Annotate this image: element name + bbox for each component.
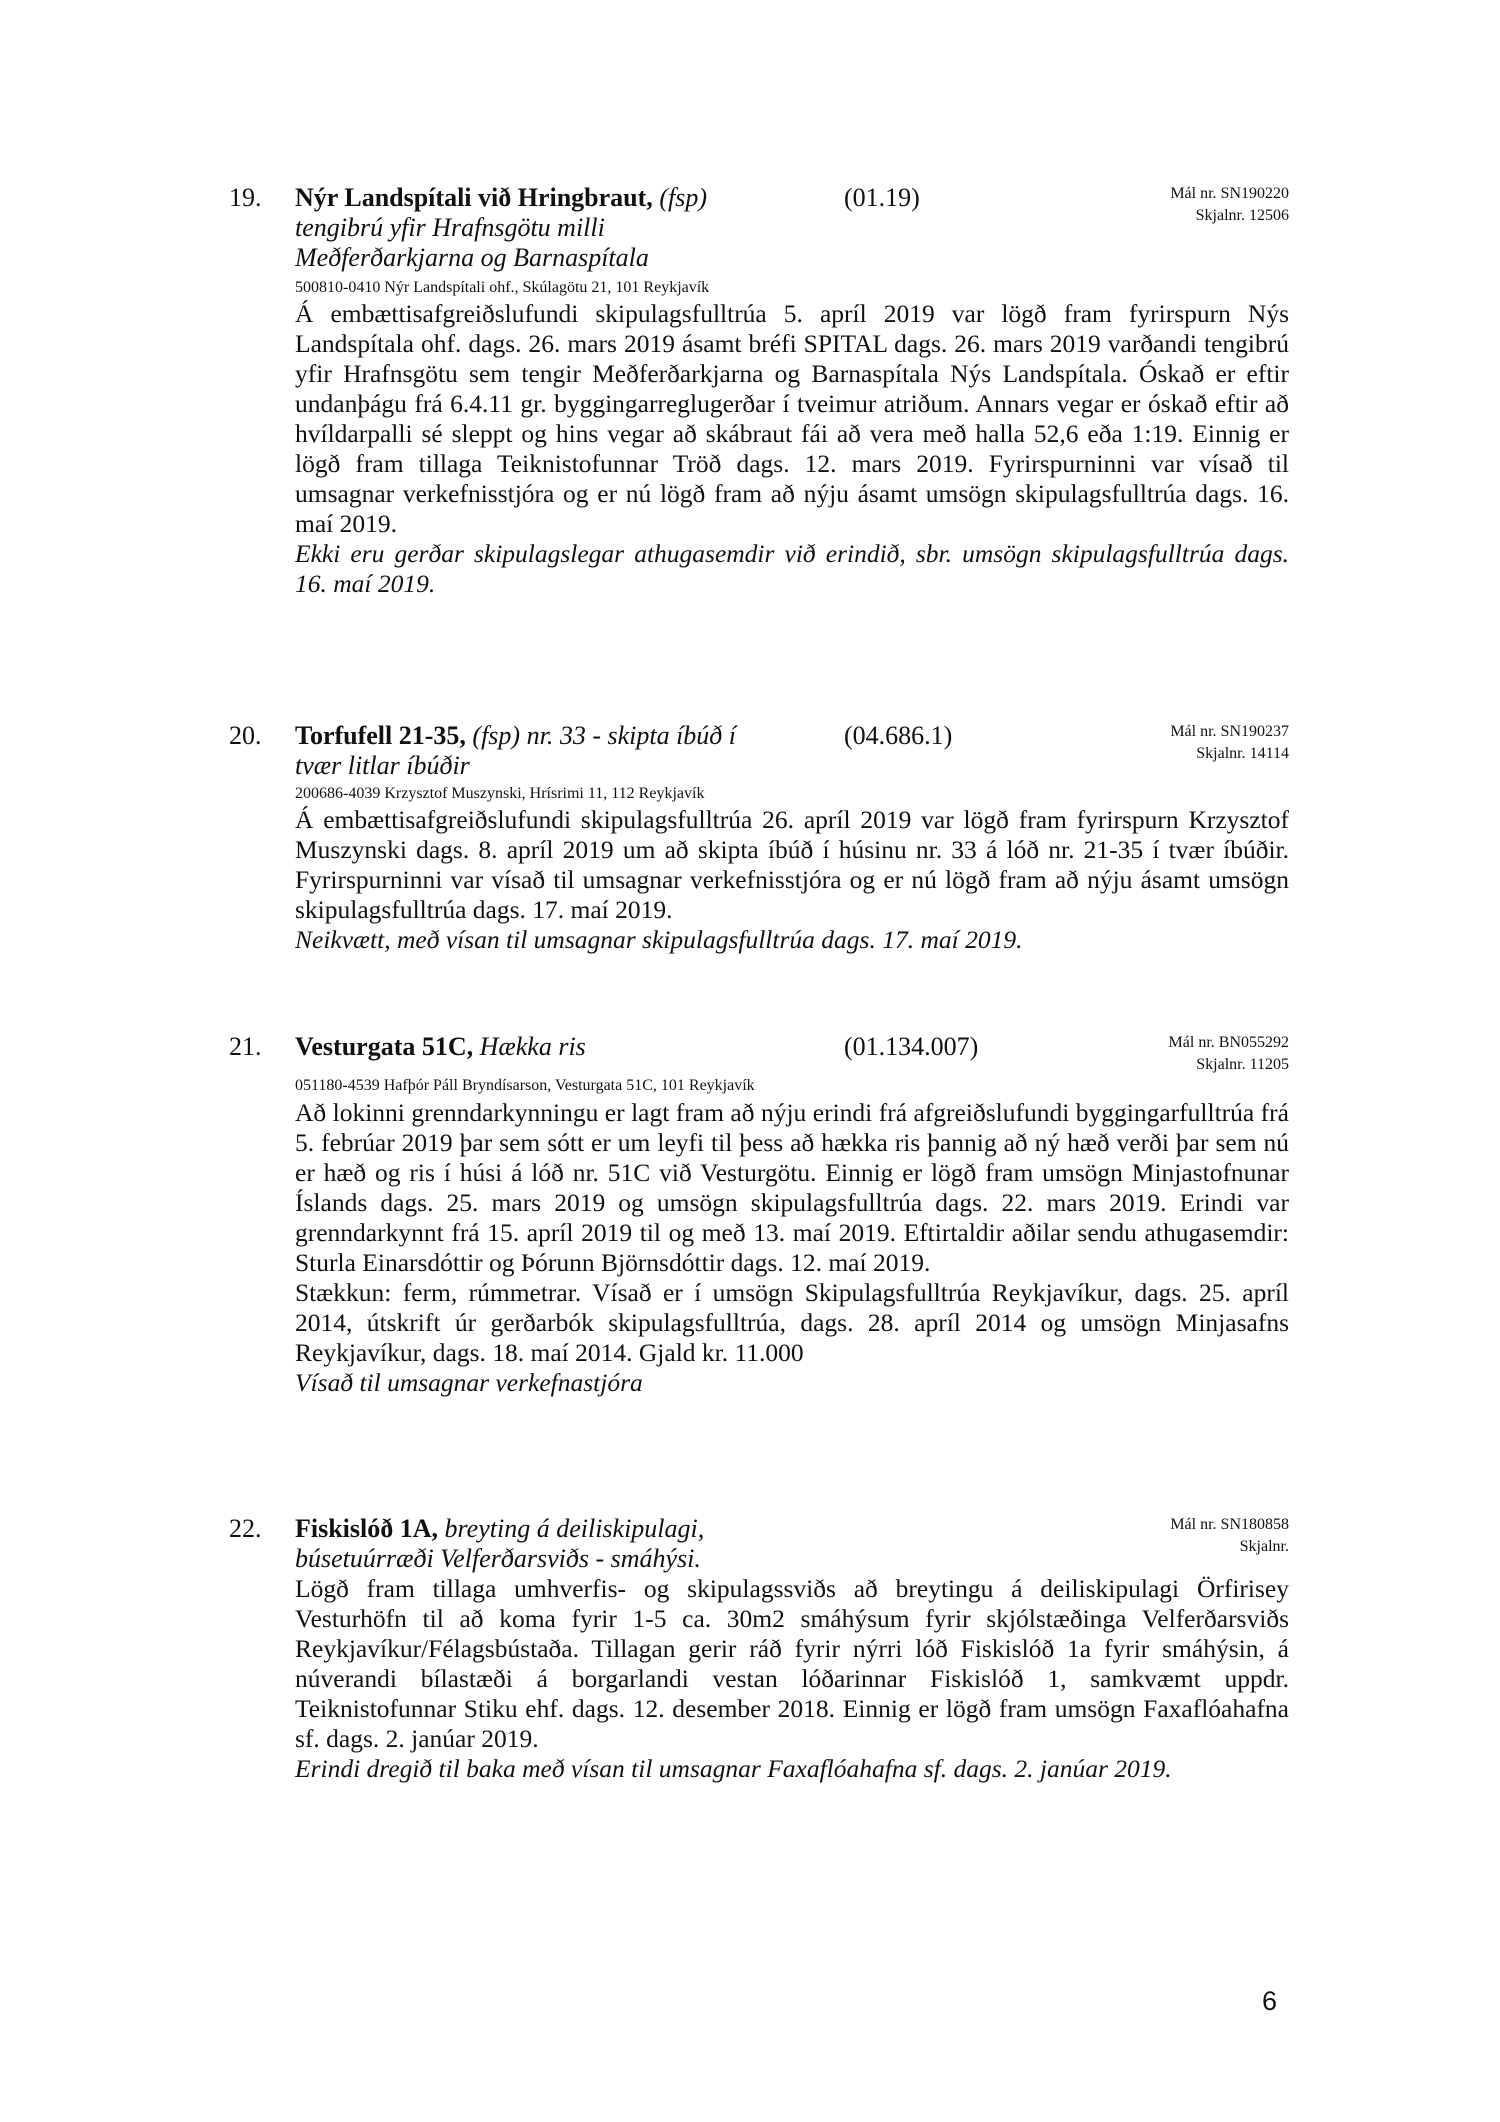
mal-nr: Mál nr. SN190220: [1170, 185, 1289, 202]
item-conclusion: Ekki eru gerðar skipulagslegar athugasemdir við erindið, sbr. umsögn skipulagsfulltrúa dags. 16. maí 2019.: [295, 539, 1289, 598]
applicant: 051180-4539 Hafþór Páll Bryndísarson, Vesturgata 51C, 101 Reykjavík: [295, 1077, 755, 1094]
item-heading: [295, 1514, 835, 1574]
item-body: [295, 1574, 1289, 1784]
case-numbers: [1170, 183, 1289, 227]
mal-nr: Mál nr. SN190237: [1170, 723, 1289, 740]
item-tag: (fsp) nr. 33 - skipta íbúð í: [472, 721, 737, 750]
skjal-nr: Skjalnr. 14114: [1196, 745, 1289, 762]
item-conclusion: Erindi dregið til baka með vísan til umsagnar Faxaflóahafna sf. dags. 2. janúar 2019.: [295, 1754, 1172, 1783]
item-description-extra: Stækkun: ferm, rúmmetrar. Vísað er í umsögn Skipulagsfulltrúa Reykjavíkur, dags. 25. apríl 2014, útskrift úr gerðarbók skipulagsfulltrúa, dags. 28. apríl 2014 og umsögn Minjasafns Reykjavíkur, dags. 18. maí 2014. Gjald kr. 11.000: [295, 1278, 1289, 1367]
item-title: Vesturgata 51C,: [295, 1032, 474, 1061]
item-tag: Hækka ris: [479, 1032, 586, 1061]
case-numbers: [1169, 1032, 1289, 1076]
item-reference: (04.686.1): [844, 721, 953, 750]
skjal-nr: Skjalnr. 12506: [1195, 207, 1289, 224]
applicant: 500810-0410 Nýr Landspítali ohf., Skúlagötu 21, 101 Reykjavík: [295, 279, 710, 296]
item-title: Torfufell 21-35,: [295, 721, 466, 750]
item-number: 19.: [229, 183, 262, 212]
item-description: Á embættisafgreiðslufundi skipulagsfulltrúa 26. apríl 2019 var lögð fram fyrirspurn Krzysztof Muszynski dags. 8. apríl 2019 um að skipta íbúð í húsinu nr. 33 á lóð nr. 21-35 í tvær íbúðir. Fyrirspurninni var vísað til umsagnar verkefnisstjóra og er nú lögð fram að nýju ásamt umsögn skipulagsfulltrúa dags. 17. maí 2019.: [295, 805, 1289, 924]
item-heading: [295, 183, 835, 273]
item-tag: (fsp): [659, 183, 707, 212]
item-body: [295, 1098, 1289, 1398]
item-subtitle-line: tengibrú yfir Hrafnsgötu milli: [295, 213, 605, 242]
item-title: Fiskislóð 1A,: [295, 1514, 439, 1543]
item-heading: [295, 721, 835, 781]
item-subtitle-line: búsetuúrræði Velferðarsviðs - smáhýsi.: [295, 1544, 701, 1573]
page-number: 6: [1262, 1986, 1278, 2016]
item-tag: breyting á deiliskipulagi,: [444, 1514, 705, 1543]
item-reference: (01.19): [844, 183, 920, 212]
item-number: 22.: [229, 1514, 262, 1543]
item-description: Lögð fram tillaga umhverfis- og skipulagssviðs að breytingu á deiliskipulagi Örfirisey Vesturhöfn til að koma fyrir 1-5 ca. 30m2 smáhýsum fyrir skjólstæðinga Velferðarsviðs Reykjavíkur/Félagsbústaða. Tillagan gerir ráð fyrir nýrri lóð Fiskislóð 1a fyrir smáhýsin, á núverandi bílastæði á borgarlandi vestan lóðarinnar Fiskislóð 1, samkvæmt uppdr. Teiknistofunnar Stiku ehf. dags. 12. desember 2018. Einnig er lögð fram umsögn Faxaflóahafna sf. dags. 2. janúar 2019.: [295, 1574, 1289, 1753]
item-number: 21.: [229, 1032, 262, 1061]
item-subtitle-line: tvær litlar íbúðir: [295, 751, 470, 780]
skjal-nr: Skjalnr.: [1239, 1538, 1289, 1555]
item-body: [295, 299, 1289, 599]
item-number: 20.: [229, 721, 262, 750]
item-description: Að lokinni grenndarkynningu er lagt fram að nýju erindi frá afgreiðslufundi byggingarfulltrúa frá 5. febrúar 2019 þar sem sótt er um leyfi til þess að hækka ris þannig að ný hæð verði þar sem nú er hæð og ris í húsi á lóð nr. 51C við Vesturgötu. Einnig er lögð fram umsögn Minjastofnunar Íslands dags. 25. mars 2019 og umsögn skipulagsfulltrúa dags. 22. mars 2019. Erindi var grenndarkynnt frá 15. apríl 2019 til og með 13. maí 2019. Eftirtaldir aðilar sendu athugasemdir: Sturla Einarsdóttir og Þórunn Björnsdóttir dags. 12. maí 2019.: [295, 1098, 1289, 1277]
item-description: Á embættisafgreiðslufundi skipulagsfulltrúa 5. apríl 2019 var lögð fram fyrirspurn Nýs Landspítala ohf. dags. 26. mars 2019 ásamt bréfi SPITAL dags. 26. mars 2019 varðandi tengibrú yfir Hrafnsgötu sem tengir Meðferðarkjarna og Barnaspítala Nýs Landspítala. Óskað er eftir undanþágu frá 6.4.11 gr. byggingarreglugerðar í tveimur atriðum. Annars vegar er óskað eftir að hvíldarpalli sé sleppt og hins vegar að skábraut fái að vera með halla 52,6 eða 1:19. Einnig er lögð fram tillaga Teiknistofunnar Tröð dags. 12. mars 2019. Fyrirspurninni var vísað til umsagnar verkefnisstjóra og er nú lögð fram að nýju ásamt umsögn skipulagsfulltrúa dags. 16. maí 2019.: [295, 299, 1289, 538]
case-numbers: [1170, 1514, 1289, 1558]
item-body: [295, 805, 1289, 955]
item-conclusion: Neikvætt, með vísan til umsagnar skipulagsfulltrúa dags. 17. maí 2019.: [295, 925, 1023, 954]
item-subtitle-line: Meðferðarkjarna og Barnaspítala: [295, 243, 649, 272]
applicant: 200686-4039 Krzysztof Muszynski, Hrísrimi 11, 112 Reykjavík: [295, 785, 705, 802]
item-conclusion: Vísað til umsagnar verkefnastjóra: [295, 1368, 643, 1397]
mal-nr: Mál nr. SN180858: [1170, 1516, 1289, 1533]
mal-nr: Mál nr. BN055292: [1168, 1034, 1289, 1051]
skjal-nr: Skjalnr. 11205: [1196, 1056, 1289, 1073]
item-title: Nýr Landspítali við Hringbraut,: [295, 183, 653, 212]
item-reference: (01.134.007): [844, 1032, 979, 1061]
case-numbers: [1170, 721, 1289, 765]
item-heading: [295, 1032, 835, 1062]
